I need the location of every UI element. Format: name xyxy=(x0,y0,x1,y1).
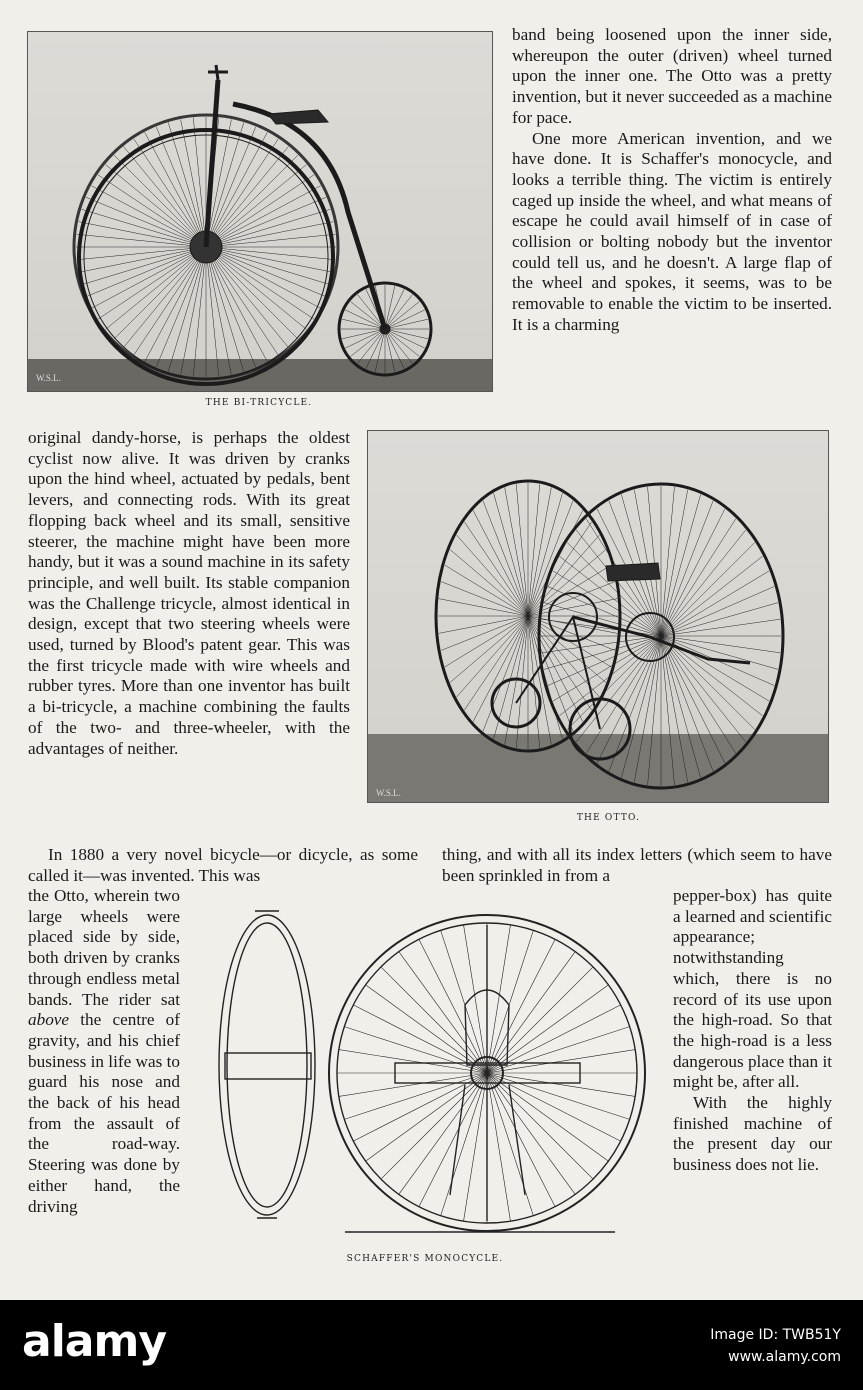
spoke xyxy=(505,488,528,616)
site-url: www.alamy.com xyxy=(728,1349,841,1365)
bi-tricycle-photo xyxy=(27,31,493,392)
spoke xyxy=(487,1073,593,1179)
spoke xyxy=(385,329,425,348)
spoke xyxy=(193,247,206,376)
spoke xyxy=(450,550,528,617)
spoke xyxy=(487,1073,635,1096)
spoke xyxy=(528,501,573,616)
spoke xyxy=(206,247,335,260)
paragraph: original dandy-horse, is perhaps the oldest cyclist now alive. It was driven by cranks upon the hind wheel, actuated by pedals, bent levers, and connecting rods. With its great flopping back wheel and its small, sensitive steerer, the machine might have been more handy, but it was a sound machine in its safety principle, and well built. Its stable companion was the Challenge tricycle, almost identical in design, except that two steering wheels were used, turned by Blood's patent gear. This was the first tricycle made with wire wheels and rubber tyres. More than one inventor has built a bi-tricycle, a machine combining the faults of the two- and three-wheeler, with the advantages of neither. xyxy=(28,428,350,758)
spoke xyxy=(77,247,206,260)
spoke xyxy=(528,488,551,616)
spoke xyxy=(381,967,487,1073)
spoke xyxy=(661,586,774,636)
left-middle-column xyxy=(28,428,350,759)
spoke xyxy=(464,1073,487,1221)
stock-watermark-banner xyxy=(0,1300,863,1390)
spoke xyxy=(419,1073,487,1207)
spoke xyxy=(487,967,593,1073)
spoke xyxy=(487,1073,630,1119)
bottom-right-intro xyxy=(442,845,832,886)
spoke xyxy=(339,1073,487,1096)
spoke xyxy=(339,1050,487,1073)
spoke xyxy=(661,636,755,730)
spoke xyxy=(544,603,661,636)
engraver-signature: W.S.L. xyxy=(376,788,401,798)
otto-caption: THE OTTO. xyxy=(576,813,641,823)
spoke xyxy=(464,522,528,616)
spoke xyxy=(206,247,326,297)
spoke xyxy=(345,329,385,348)
paragraph: thing, and with all its index letters (which seem to have been sprinkled in from a xyxy=(442,845,832,885)
spoke xyxy=(487,952,575,1073)
spoke xyxy=(106,165,206,247)
spoke xyxy=(661,494,701,636)
bottom-left-narrow-column xyxy=(28,886,180,1217)
spoke xyxy=(661,636,688,782)
paragraph: pepper-box) has quite a learned and scientific appearance; notwithstanding which, there is no record of its use upon the high-road. So that the high-road is a less dangerous place than it might be, after all. xyxy=(673,886,832,1092)
paragraph: the Otto, wherein two large wheels were placed side by side, both driven by cranks through endless metal bands. The rider sat above the centre of gravity, and his chief business in life was to guard his nose and the back of his head from the assault of the road-way. Steering was done by either hand, the driving xyxy=(28,886,180,1216)
spoke xyxy=(441,616,528,650)
paragraph: With the highly finished machine of the present day our business does not lie. xyxy=(673,1093,832,1175)
alamy-logo: alamy xyxy=(22,1316,166,1367)
spoke xyxy=(487,1073,608,1161)
engraver-signature: W.S.L. xyxy=(36,373,61,383)
spoke xyxy=(661,490,688,636)
spoke xyxy=(483,501,528,616)
image-id: Image ID: TWB51Y xyxy=(710,1327,841,1343)
spoke xyxy=(487,1050,635,1073)
spoke xyxy=(516,484,528,616)
spoke xyxy=(441,930,487,1073)
monocycle-caption: SCHAFFER'S MONOCYCLE. xyxy=(346,1254,504,1264)
spoke xyxy=(487,930,533,1073)
spoke xyxy=(381,1073,487,1179)
spoke xyxy=(206,247,219,376)
spoke xyxy=(145,132,206,247)
spoke xyxy=(487,985,608,1073)
otto-illustration xyxy=(368,431,828,802)
spoke xyxy=(344,1073,487,1119)
paragraph: In 1880 a very novel bicycle—or dicycle, as some called it—was invented. This was xyxy=(28,845,418,885)
spoke xyxy=(206,165,306,247)
spoke xyxy=(621,636,661,778)
spoke xyxy=(385,289,404,329)
spoke xyxy=(661,603,778,636)
spoke xyxy=(494,493,528,616)
spoke xyxy=(399,1073,487,1194)
spoke xyxy=(439,599,528,616)
bottom-right-narrow-column xyxy=(673,886,832,1176)
spoke xyxy=(206,197,326,247)
spoke xyxy=(206,247,267,362)
spoke xyxy=(487,1073,575,1194)
monocycle-diagram xyxy=(195,905,665,1255)
spoke xyxy=(661,530,746,636)
spoke xyxy=(206,247,321,308)
bi-tricycle-illustration xyxy=(28,32,492,391)
paragraph: band being loosened upon the inner side, whereupon the outer (driven) wheel turned upon the inner one. The Otto was a pretty invention, but it never succeeded as a machine for pace. xyxy=(512,25,832,127)
spoke xyxy=(86,197,206,247)
spoke xyxy=(385,329,404,369)
spoke xyxy=(156,127,206,247)
spoke xyxy=(206,247,288,347)
spoke xyxy=(483,616,528,731)
spoke xyxy=(544,636,661,669)
spoke xyxy=(156,247,206,367)
spoke xyxy=(445,616,528,667)
spoke xyxy=(91,186,206,247)
spoke xyxy=(399,952,487,1073)
spoke xyxy=(487,1073,510,1221)
spoke xyxy=(661,636,736,753)
spoke xyxy=(567,542,661,636)
spoke xyxy=(487,1073,555,1207)
spoke xyxy=(419,939,487,1073)
spoke xyxy=(528,522,592,616)
watermark-meta xyxy=(710,1324,841,1368)
spoke xyxy=(385,310,425,329)
right-top-column xyxy=(512,25,832,336)
bi-tricycle-caption: THE BI-TRICYCLE. xyxy=(205,398,313,408)
spoke xyxy=(450,616,528,683)
spoke xyxy=(661,636,778,669)
spoke xyxy=(661,636,701,778)
spoke xyxy=(366,1073,487,1161)
spoke xyxy=(464,616,528,710)
otto-photo xyxy=(367,430,829,803)
spoke xyxy=(528,484,540,616)
spoke xyxy=(661,519,736,636)
spoke xyxy=(193,118,206,247)
spoke xyxy=(661,636,746,742)
spoke xyxy=(86,247,206,297)
spoke xyxy=(145,247,206,362)
spoke xyxy=(91,247,206,308)
spoke xyxy=(77,234,206,247)
paragraph: One more American invention, and we have done. It is Schaffer's monocycle, and looks a terrible thing. The victim is entirely caged up inside the wheel, and what means of escape he could avail himself of in case of collision or bolting nobody but the inventor could tell us, and he doesn't. A large flap of the wheel and spokes, it seems, was to be removable to enable the victim to be inserted. It is a charming xyxy=(512,128,832,334)
spoke xyxy=(206,147,288,247)
spoke xyxy=(206,234,335,247)
spoke xyxy=(124,147,206,247)
spoke xyxy=(206,186,321,247)
spoke xyxy=(661,542,755,636)
spoke xyxy=(206,247,306,329)
spoke xyxy=(206,247,256,367)
spoke xyxy=(487,939,555,1073)
spoke xyxy=(106,247,206,329)
spoke xyxy=(366,985,487,1073)
spoke xyxy=(576,636,661,742)
bottom-left-intro xyxy=(28,845,418,886)
spoke xyxy=(445,565,528,616)
spoke xyxy=(124,247,206,347)
spoke xyxy=(366,329,385,369)
spoke xyxy=(441,582,528,616)
spoke xyxy=(439,616,528,633)
